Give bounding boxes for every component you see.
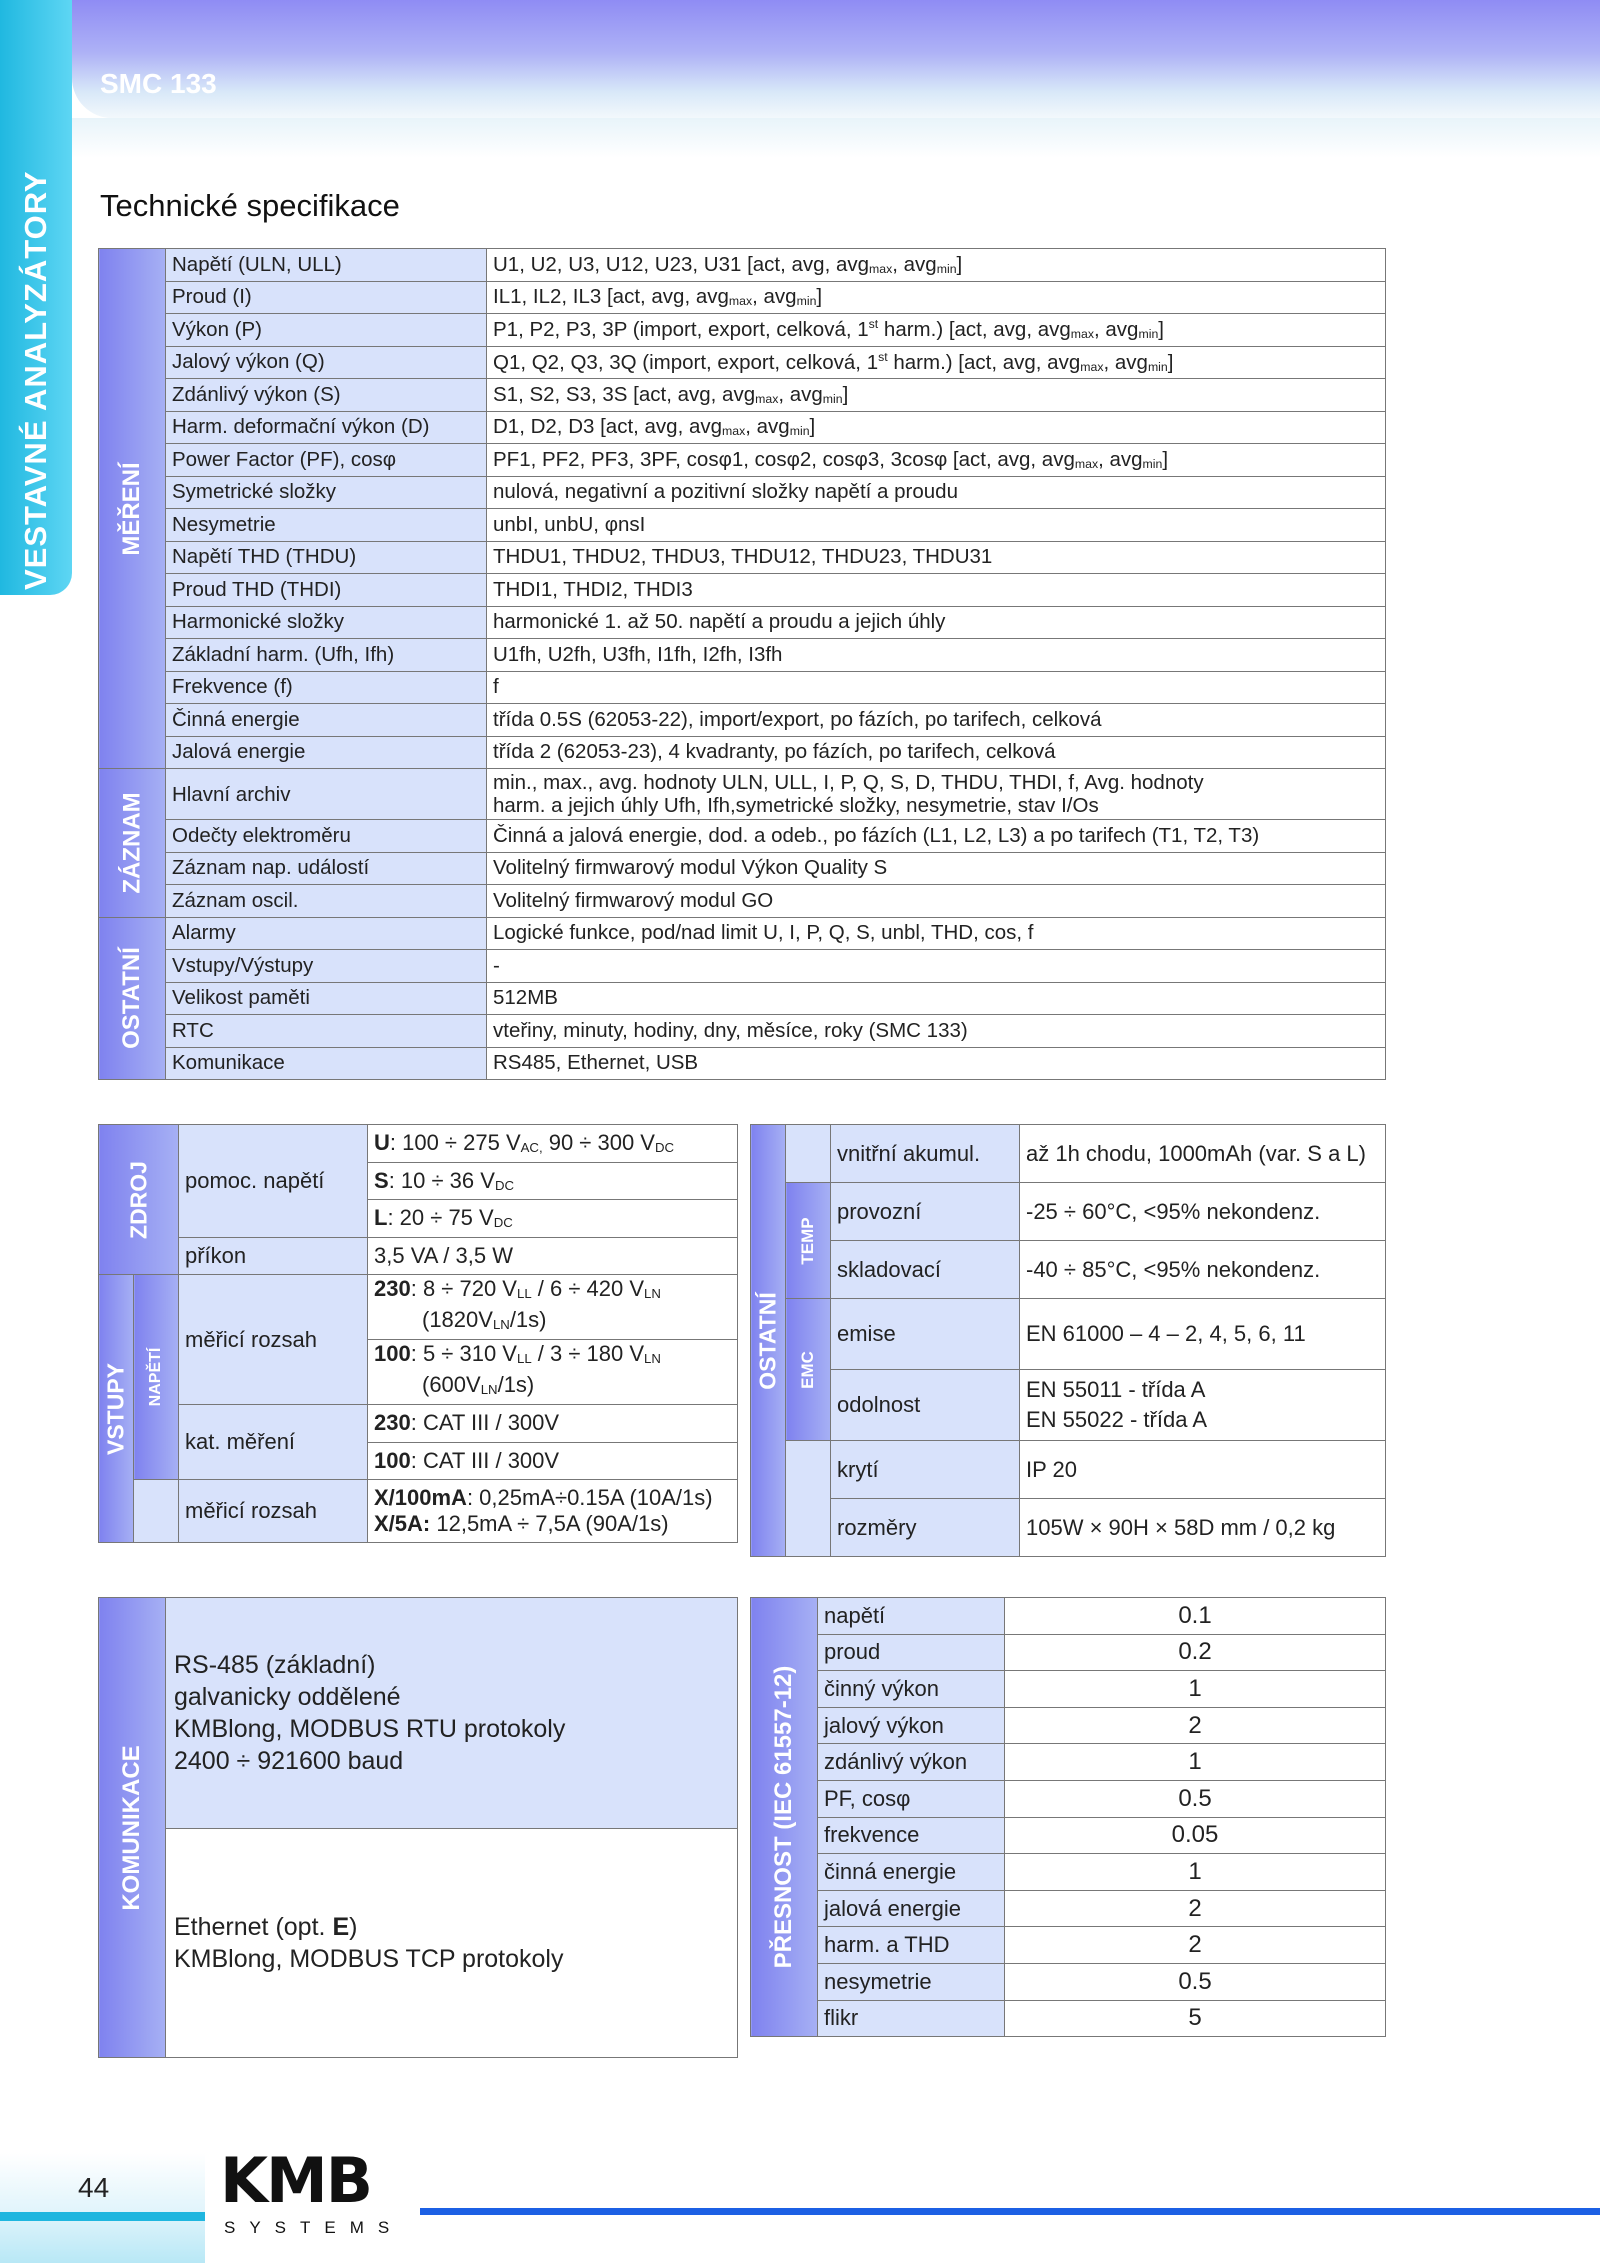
spec-row (99, 950, 1386, 983)
value-range-100: 100: 5 ÷ 310 $V_{LL} / 3 \div 180$ $V_{LN}$ $(600V_{LN}/1s)$ (368, 1340, 738, 1405)
spec-value: f (487, 671, 1386, 704)
accuracy-class: 5 (1005, 2000, 1386, 2037)
env-value-1: -25 ÷ 60°C, <95% nekondenz. (1020, 1183, 1386, 1241)
spec-row (99, 541, 1386, 574)
env-label-0: vnitřní akumul. (831, 1125, 1020, 1183)
spec-row (99, 574, 1386, 607)
accuracy-class: 2 (1005, 1927, 1386, 1964)
accuracy-class: 0.5 (1005, 1963, 1386, 2000)
footer-line-blue (420, 2208, 1600, 2215)
spec-row (99, 249, 1386, 282)
spec-parameter: Odečty elektroměru (166, 820, 487, 853)
spec-row (99, 411, 1386, 444)
page-heading: Technické specifikace (100, 188, 400, 223)
spec-parameter: Alarmy (166, 917, 487, 950)
env-label-2: skladovací (831, 1241, 1020, 1299)
accuracy-class: 1 (1005, 1671, 1386, 1708)
spec-value: P1, P2, P3, 3P (import, export, celková, 1st harm.) [act, avg, avg$_{max}$, avg$_{min}$] (487, 314, 1386, 347)
accuracy-row (751, 1780, 1386, 1817)
header-fade (72, 118, 1600, 158)
header-band (72, 0, 1600, 118)
spec-parameter: Proud (I) (166, 281, 487, 314)
spec-value: 512MB (487, 982, 1386, 1015)
env-label-4: odolnost (831, 1370, 1020, 1441)
label-merici-rozsah: měřicí rozsah (179, 1275, 368, 1405)
group-presnost: PŘESNOST (IEC 61557-12) (751, 1598, 818, 2037)
spec-parameter: Zdánlivý výkon (S) (166, 379, 487, 412)
spec-parameter: Napětí THD (THDU) (166, 541, 487, 574)
spec-row (99, 346, 1386, 379)
env-spacer-2 (786, 1441, 831, 1557)
spec-parameter: Záznam oscil. (166, 885, 487, 918)
spec-value: THDI1, THDI2, THDI3 (487, 574, 1386, 607)
spec-parameter: Jalová energie (166, 736, 487, 769)
spec-value: harmonické 1. až 50. napětí a proudu a jejich úhly (487, 606, 1386, 639)
spec-value: - (487, 950, 1386, 983)
spec-value: IL1, IL2, IL3 [act, avg, avg$_{max}$, avg$_{min}$] (487, 281, 1386, 314)
spec-row (99, 917, 1386, 950)
spec-value: S1, S2, S3, 3S [act, avg, avg$_{max}$, avg$_{min}$] (487, 379, 1386, 412)
value-prikon: 3,5 VA / 3,5 W (368, 1237, 738, 1275)
spec-row (99, 852, 1386, 885)
spec-parameter: Harm. deformační výkon (D) (166, 411, 487, 444)
accuracy-class: 0.2 (1005, 1634, 1386, 1671)
spec-parameter: Komunikace (166, 1047, 487, 1080)
accuracy-row (751, 1744, 1386, 1781)
accuracy-parameter: jalový výkon (818, 1707, 1005, 1744)
group-komunikace: KOMUNIKACE (99, 1598, 166, 2058)
accuracy-class: 2 (1005, 1707, 1386, 1744)
env-label-3: emise (831, 1299, 1020, 1370)
accuracy-table (750, 1597, 1386, 2037)
accuracy-row (751, 1854, 1386, 1891)
accuracy-class: 1 (1005, 1854, 1386, 1891)
accuracy-row (751, 1817, 1386, 1854)
spec-parameter: Vstupy/Výstupy (166, 950, 487, 983)
accuracy-parameter: frekvence (818, 1817, 1005, 1854)
environment-table (750, 1124, 1386, 1557)
spec-value: THDU1, THDU2, THDU3, THDU12, THDU23, THDU31 (487, 541, 1386, 574)
spec-parameter: Proud THD (THDI) (166, 574, 487, 607)
group-zdroj: ZDROJ (99, 1125, 179, 1275)
spec-value: Q1, Q2, Q3, 3Q (import, export, celková, 1st harm.) [act, avg, avg$_{max}$, avg$_{min}$] (487, 346, 1386, 379)
accuracy-class: 0.05 (1005, 1817, 1386, 1854)
power-input-table (98, 1124, 738, 1543)
group-temp: TEMP (786, 1183, 831, 1299)
group-ostatni: OSTATNÍ (751, 1125, 786, 1557)
group-vstupy: VSTUPY (99, 1275, 134, 1543)
label-prikon: příkon (179, 1237, 368, 1275)
label-kat-mereni: kat. měření (179, 1405, 368, 1480)
spec-value: třída 0.5S (62053-22), import/export, po fázích, po tarifech, celková (487, 704, 1386, 737)
env-value-4: EN 55011 - třída A EN 55022 - třída A (1020, 1370, 1386, 1441)
label-pomoc-napeti: pomoc. napětí (179, 1125, 368, 1238)
spec-row (99, 509, 1386, 542)
spec-parameter: Frekvence (f) (166, 671, 487, 704)
spec-parameter: Jalový výkon (Q) (166, 346, 487, 379)
group-emc: EMC (786, 1299, 831, 1441)
spec-parameter: Výkon (P) (166, 314, 487, 347)
spec-row (99, 606, 1386, 639)
spec-row (99, 639, 1386, 672)
spec-value: třída 2 (62053-23), 4 kvadranty, po fázích, po tarifech, celková (487, 736, 1386, 769)
env-value-0: až 1h chodu, 1000mAh (var. S a L) (1020, 1125, 1386, 1183)
spec-row (99, 820, 1386, 853)
spec-value: unbI, unbU, φnsI (487, 509, 1386, 542)
group-napeti: NAPĚTÍ (134, 1275, 179, 1480)
spec-value: nulová, negativní a pozitivní složky napětí a proudu (487, 476, 1386, 509)
env-label-5: krytí (831, 1441, 1020, 1499)
spec-value: Logické funkce, pod/nad limit U, I, P, Q, S, unbl, THD, cos, f (487, 917, 1386, 950)
spec-value: RS485, Ethernet, USB (487, 1047, 1386, 1080)
accuracy-row (751, 1890, 1386, 1927)
group-mereni: MĚŘENÍ (99, 249, 166, 769)
spec-row (99, 769, 1386, 820)
spec-row (99, 476, 1386, 509)
spec-table (98, 248, 1386, 1080)
spec-parameter: Velikost paměti (166, 982, 487, 1015)
spec-parameter: Napětí (ULN, ULL) (166, 249, 487, 282)
spec-row (99, 444, 1386, 477)
spec-parameter: Nesymetrie (166, 509, 487, 542)
spec-row (99, 736, 1386, 769)
spec-parameter: Záznam nap. událostí (166, 852, 487, 885)
page-number: 44 (78, 2172, 110, 2203)
accuracy-class: 1 (1005, 1744, 1386, 1781)
communication-table (98, 1597, 738, 2058)
spec-row (99, 1047, 1386, 1080)
accuracy-parameter: jalová energie (818, 1890, 1005, 1927)
value-s: S: 10 ÷ 36 $V_{DC}$ (368, 1162, 738, 1200)
spec-row (99, 314, 1386, 347)
spec-row (99, 379, 1386, 412)
spec-parameter: Symetrické složky (166, 476, 487, 509)
accuracy-class: 0.1 (1005, 1598, 1386, 1635)
accuracy-parameter: flikr (818, 2000, 1005, 2037)
group-zaznam: ZÁZNAM (99, 769, 166, 918)
value-cat-100: 100: CAT III / 300V (368, 1442, 738, 1480)
spec-row (99, 281, 1386, 314)
spec-parameter: Základní harm. (Ufh, Ifh) (166, 639, 487, 672)
spec-value: U1fh, U2fh, U3fh, I1fh, I2fh, I3fh (487, 639, 1386, 672)
rs485-block: RS-485 (základní) galvanicky oddělené KMBlong, MODBUS RTU protokoly 2400 ÷ 921600 baud (166, 1598, 738, 1829)
footer-band (0, 2153, 205, 2263)
spec-row (99, 982, 1386, 1015)
group-ostatni: OSTATNÍ (99, 917, 166, 1080)
spec-value: PF1, PF2, PF3, 3PF, cosφ1, cosφ2, cosφ3, 3cosφ [act, avg, avg$_{max}$, avg$_{min}$] (487, 444, 1386, 477)
spec-parameter: Harmonické složky (166, 606, 487, 639)
label-merici-rozsah-proud: měřicí rozsah (179, 1480, 368, 1543)
model-name: SMC 133 (100, 68, 217, 99)
footer-line-cyan (0, 2212, 205, 2221)
env-value-3: EN 61000 – 4 – 2, 4, 5, 6, 11 (1020, 1299, 1386, 1370)
spec-value: min., max., avg. hodnoty ULN, ULL, I, P, Q, S, D, THDU, THDI, f, Avg. hodnoty harm. a jejich úhly Ufh, Ifh,symetrické složky, nesymetrie, stav I/Os (487, 769, 1386, 820)
spec-value: Volitelný firmwarový modul GO (487, 885, 1386, 918)
spec-row (99, 671, 1386, 704)
spec-value: D1, D2, D3 [act, avg, avg$_{max}$, avg$_{min}$] (487, 411, 1386, 444)
spec-parameter: RTC (166, 1015, 487, 1048)
accuracy-parameter: nesymetrie (818, 1963, 1005, 2000)
spec-parameter: Hlavní archiv (166, 769, 487, 820)
accuracy-row (751, 1927, 1386, 1964)
env-spacer (786, 1125, 831, 1183)
accuracy-class: 0.5 (1005, 1780, 1386, 1817)
accuracy-class: 2 (1005, 1890, 1386, 1927)
accuracy-row (751, 1671, 1386, 1708)
accuracy-row (751, 2000, 1386, 2037)
env-value-5: IP 20 (1020, 1441, 1386, 1499)
accuracy-parameter: proud (818, 1634, 1005, 1671)
accuracy-row (751, 1707, 1386, 1744)
spec-parameter: Power Factor (PF), cosφ (166, 444, 487, 477)
accuracy-parameter: činný výkon (818, 1671, 1005, 1708)
spec-parameter: Činná energie (166, 704, 487, 737)
ethernet-block: Ethernet (opt. E) KMBlong, MODBUS TCP protokoly (166, 1829, 738, 2058)
value-cat-230: 230: CAT III / 300V (368, 1405, 738, 1443)
accuracy-parameter: PF, cosφ (818, 1780, 1005, 1817)
spec-row (99, 885, 1386, 918)
accuracy-row (751, 1634, 1386, 1671)
accuracy-parameter: harm. a THD (818, 1927, 1005, 1964)
value-u: U: 100 ÷ 275 $V_{AC,}$ 90 ÷ 300 $V_{DC}$ (368, 1125, 738, 1163)
spec-row (99, 704, 1386, 737)
env-value-6: 105W × 90H × 58D mm / 0,2 kg (1020, 1499, 1386, 1557)
env-label-1: provozní (831, 1183, 1020, 1241)
accuracy-parameter: napětí (818, 1598, 1005, 1635)
spec-value: U1, U2, U3, U12, U23, U31 [act, avg, avg$_{max}$, avg$_{min}$] (487, 249, 1386, 282)
accuracy-parameter: zdánlivý výkon (818, 1744, 1005, 1781)
spec-value: vteřiny, minuty, hodiny, dny, měsíce, roky (SMC 133) (487, 1015, 1386, 1048)
accuracy-row (751, 1963, 1386, 2000)
value-range-230: 230: 8 ÷ 720 $V_{LL} / 6 \div 420$ $V_{LN}$ $(1820V_{LN}/1s)$ (368, 1275, 738, 1340)
env-label-6: rozměry (831, 1499, 1020, 1557)
value-l: L: 20 ÷ 75 $V_{DC}$ (368, 1200, 738, 1238)
accuracy-row (751, 1598, 1386, 1635)
current-spacer (134, 1480, 179, 1543)
spec-value: Volitelný firmwarový modul Výkon Quality S (487, 852, 1386, 885)
accuracy-parameter: činná energie (818, 1854, 1005, 1891)
kmb-logo: KMB SYSTEMS (220, 2144, 404, 2237)
spec-row (99, 1015, 1386, 1048)
spec-value: Činná a jalová energie, dod. a odeb., po fázích (L1, L2, L3) a po tarifech (T1, T2, T3) (487, 820, 1386, 853)
env-value-2: -40 ÷ 85°C, <95% nekondenz. (1020, 1241, 1386, 1299)
value-current-range: X/100mA: 0,25mA÷0.15A (10A/1s) X/5A: 12,5mA ÷ 7,5A (90A/1s) (368, 1480, 738, 1543)
